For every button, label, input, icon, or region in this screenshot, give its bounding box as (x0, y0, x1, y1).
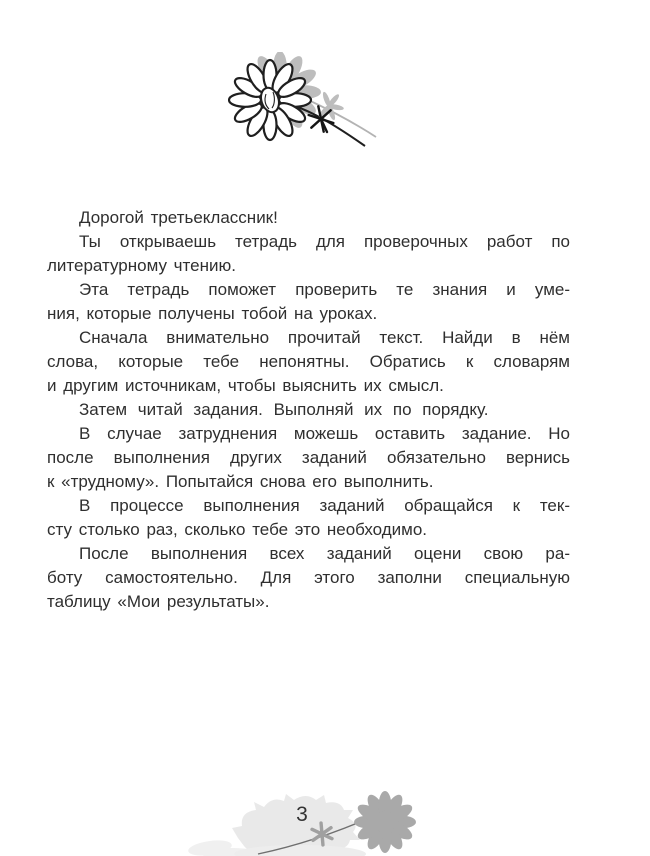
text-line: После выполнения всех заданий оцени свою ра- (79, 544, 570, 563)
text-line: Ты открываешь тетрадь для проверочных работ по (79, 232, 570, 251)
intro-text (47, 206, 570, 614)
text-line: Сначала внимательно прочитай текст. Найди в нём (79, 328, 570, 347)
daisy-sketch-icon (228, 52, 400, 164)
text-line: литературному чтению. (47, 256, 236, 275)
greeting-line: Дорогой третьеклассник! (79, 208, 278, 227)
text-line: Эта тетрадь поможет проверить те знания и уме- (79, 280, 570, 299)
text-line: ния, которые получены тобой на уроках. (47, 304, 378, 323)
footer-daisy-icon (354, 791, 416, 853)
text-line: после выполнения других заданий обязательно вернись (47, 448, 570, 467)
text-line: и другим источникам, чтобы выяснить их смысл. (47, 376, 444, 395)
text-line: Затем читай задания. Выполняй их по порядку. (79, 400, 489, 419)
text-line: слова, которые тебе непонятны. Обратись к словарям (47, 352, 570, 371)
text-line: В случае затруднения можешь оставить задание. Но (79, 424, 570, 443)
text-line: боту самостоятельно. Для этого заполни специальную (47, 568, 570, 587)
text-line: к «трудному». Попытайся снова его выполнить. (47, 472, 434, 491)
text-line: сту столько раз, сколько тебе это необходимо. (47, 520, 428, 539)
text-line: таблицу «Мои результаты». (47, 592, 270, 611)
text-line: В процессе выполнения заданий обращайся к тек- (79, 496, 570, 515)
page-number: 3 (296, 803, 308, 826)
